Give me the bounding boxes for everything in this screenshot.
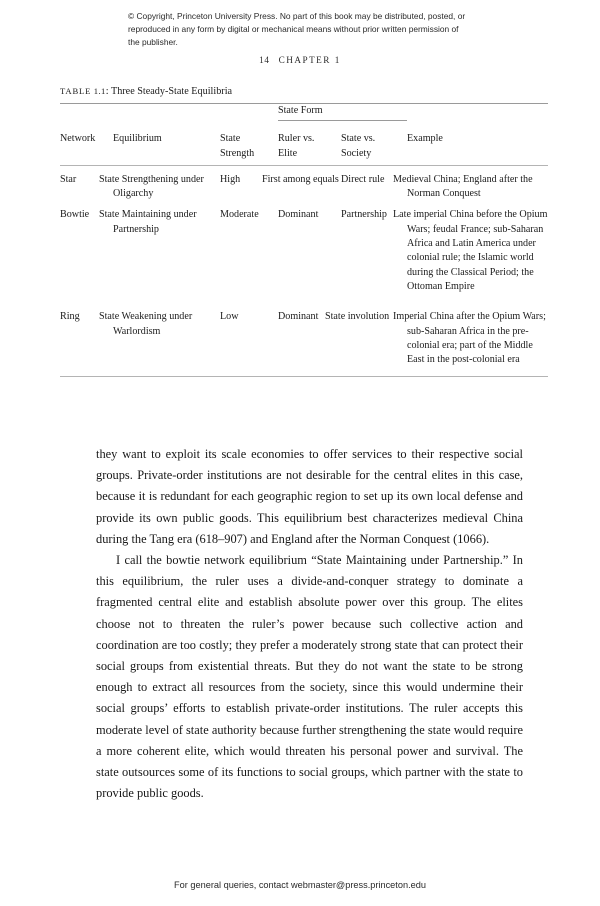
table-block: [60, 84, 548, 377]
body-text: [96, 444, 523, 804]
steady-state-equilibria-table: [60, 104, 548, 165]
page-folio: 14: [259, 55, 270, 65]
column-header-state-vs-society-line-2: Society: [341, 147, 372, 159]
cell-network: Ring: [60, 311, 80, 323]
table-group-header-row: [60, 104, 548, 120]
cell-state-vs-society: Partnership: [341, 209, 387, 221]
cell-example: Imperial China after the Opium Wars; sub-Saharan Africa in the pre-colonial era; part of the Middle East in the post-colonial era: [393, 311, 546, 366]
copyright-notice: © Copyright, Princeton University Press. No part of this book may be distributed, posted, or reproduced in any form by digital or mechanical means without prior written permission of the publisher.: [128, 11, 466, 48]
table-bottom-rule: [60, 376, 548, 377]
cell-ruler-vs-elite: Dominant: [278, 209, 319, 221]
cell-example: Late imperial China before the Opium Wars; feudal France; sub-Saharan Africa and Latin America under colonial rule; the Islamic world during the Classical Period; the Ottoman Empire: [393, 209, 548, 292]
cell-equilibrium: State Strengthening under Oligarchy: [99, 173, 204, 200]
column-header-state-strength: [220, 125, 278, 165]
table-caption: [60, 84, 548, 99]
cell-ruler-vs-elite: Dominant: [278, 311, 319, 323]
cell-state-vs-society: State involution: [325, 311, 390, 323]
column-header-example-line-1: Example: [407, 133, 443, 145]
running-head: [0, 55, 600, 65]
column-header-ruler-vs-elite: [278, 125, 341, 165]
column-header-ruler-vs-elite-line-2: Elite: [278, 147, 298, 159]
cell-network: Star: [60, 173, 77, 185]
column-header-state-vs-society-line-1: State vs.: [341, 133, 376, 145]
column-header-ruler-vs-elite-line-1: Ruler vs.: [278, 133, 315, 145]
cell-state-strength: Moderate: [220, 209, 259, 221]
paragraph-2: I call the bowtie network equilibrium “State Maintaining under Partnership.” In this equilibrium, the ruler uses a divide-and-conquer strategy to dominate a fragmented central elite and establish absolute power over this group. The elites choose not to threaten the ruler’s power because such collective action and coordination are too costly; they prefer a moderately strong state that can protect their social groups from existential threats. But they do not want the state to be strong enough to extract all resources from the society, since this would undermine their social groups’ efforts to establish private-order institutions. The ruler accepts this moderate level of state authority because further strengthening the state would require a more coherent elite, which would threaten his personal power and survival. The state outsources some of its functions to social groups, which partner with the state to provide public goods.: [96, 553, 523, 801]
column-header-equilibrium-line-1: Equilibrium: [113, 133, 162, 145]
column-header-equilibrium: [113, 125, 220, 165]
table-caption-number: 1.1: [93, 86, 106, 96]
table-row-spacer: [60, 294, 548, 303]
column-header-state-vs-society: [341, 125, 407, 165]
paragraph-1: they want to exploit its scale economies to offer services to their respective social groups. Private-order institutions are not desirable for the central elites in this case, because it is redundant for each geographic region to set up its own local defense and provide its own public goods. This equilibrium best characterizes medieval China during the Tang era (618–907) and England after the Norman Conquest (1066).: [96, 447, 523, 546]
cell-network: Bowtie: [60, 209, 90, 221]
table-caption-title: Three Steady-State Equilibria: [110, 86, 233, 97]
table-caption-label: TABLE: [60, 86, 92, 96]
table-row: [60, 303, 548, 367]
table-caption-separator: :: [105, 86, 109, 97]
cell-equilibrium: State Weakening under Warlordism: [99, 311, 193, 337]
cell-state-vs-society: Direct rule: [341, 173, 385, 185]
cell-state-strength: High: [220, 173, 241, 185]
column-header-state-strength-line-2: Strength: [220, 147, 255, 159]
table-group-rule: [278, 120, 407, 121]
column-header-example: [407, 125, 548, 165]
table-group-header-state-form: State Form: [278, 105, 323, 116]
table-row: [60, 201, 548, 294]
cell-equilibrium: State Maintaining under Partnership: [99, 209, 197, 235]
column-header-network: [60, 125, 113, 165]
footer-note: For general queries, contact webmaster@press.princeton.edu: [174, 880, 426, 890]
cell-ruler-vs-elite: First among equals: [262, 173, 339, 185]
table-row-spacer: [60, 367, 548, 376]
column-header-state-strength-line-1: State: [220, 133, 241, 145]
cell-state-strength: Low: [220, 311, 239, 323]
column-header-network-line-1: Network: [60, 133, 96, 145]
cell-example: Medieval China; England after the Norman Conquest: [393, 173, 533, 200]
table-header-row: [60, 125, 548, 165]
chapter-label: CHAPTER 1: [278, 55, 341, 65]
table-row: [60, 166, 548, 202]
steady-state-equilibria-body: [60, 166, 548, 377]
